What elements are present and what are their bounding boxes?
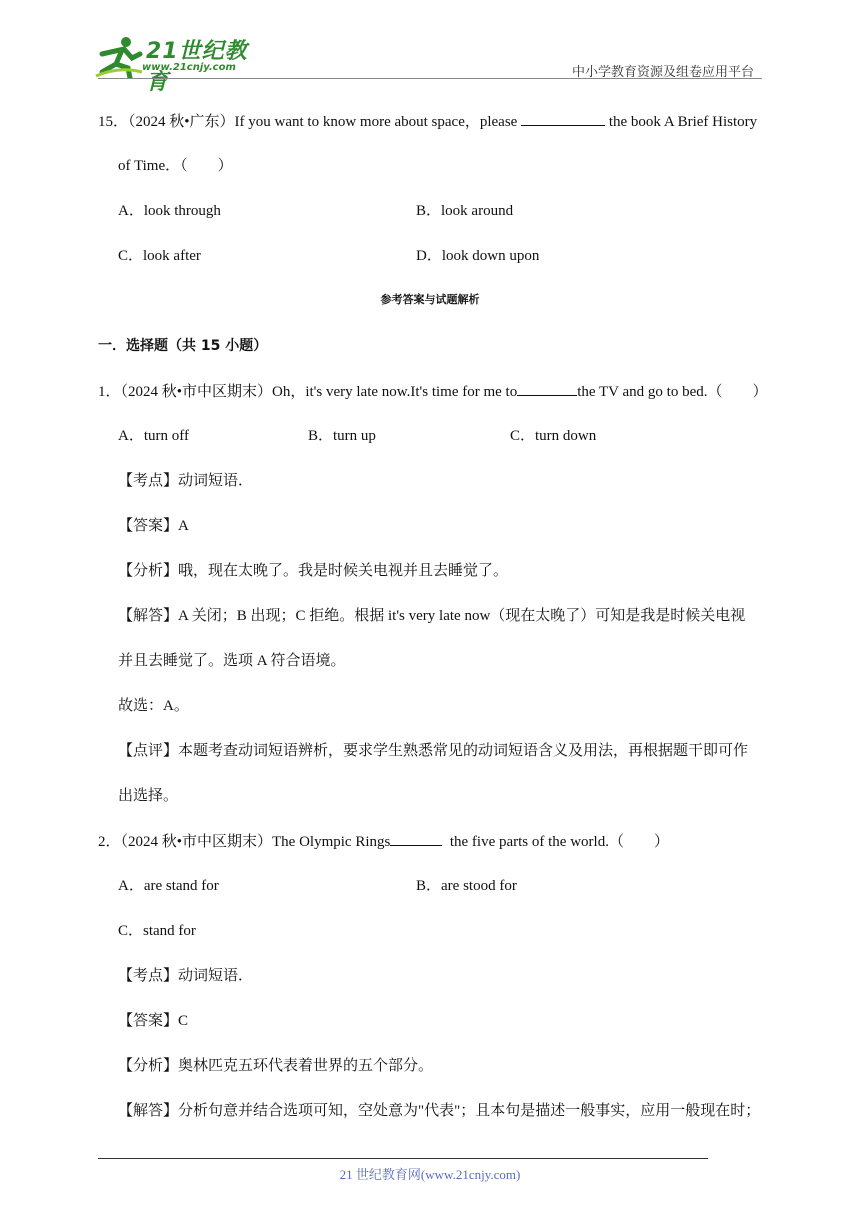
answers-title: 参考答案与试题解析: [380, 293, 480, 306]
q1-option-b: B．turn up: [308, 428, 376, 444]
q1-solution-line1: 【解答】A 关闭；B 出现；C 拒绝。根据 it's very late now（现在太晚了）可知是我是时候关电视: [118, 608, 746, 624]
q15-option-c: C．look after: [118, 248, 201, 264]
q2-prefix: 2．（2024 秋•市中区期末）The Olympic Rings: [98, 834, 391, 850]
q2-kaodian: 【考点】动词短语．: [118, 968, 254, 984]
q2-answer: 【答案】C: [118, 1013, 189, 1029]
header-platform-title: 中小学教育资源及组卷应用平台: [571, 65, 754, 80]
runner-icon: [94, 36, 144, 78]
q1-answer: 【答案】A: [118, 518, 189, 534]
section-title: 一．选择题（共 15 小题）: [98, 338, 268, 354]
q1-solution-line2: 并且去睡觉了。选项 A 符合语境。: [118, 653, 346, 669]
q2-option-a: A．are stand for: [118, 878, 219, 894]
q15-option-a: A．look through: [118, 203, 221, 219]
footer-link[interactable]: 21 世纪教育网(www.21cnjy.com): [339, 1167, 521, 1182]
q15-prefix: 15．（2024 秋•广东）If you want to know more about space，please: [98, 114, 518, 130]
q1-comment-line1: 【点评】本题考查动词短语辨析，要求学生熟悉常见的动词短语含义及用法，再根据题干即可作: [118, 743, 749, 759]
logo-url: www.21cnjy.com: [142, 62, 236, 73]
q1-option-a: A．turn off: [118, 428, 189, 444]
q1-stem: [98, 381, 767, 402]
q1-choice: 故选：A。: [118, 698, 189, 714]
q1-option-c: C．turn down: [510, 428, 597, 444]
q1-prefix: 1．（2024 秋•市中区期末）Oh，it's very late now.It's time for me to: [98, 384, 518, 400]
q2-solution-line1: 【解答】分析句意并结合选项可知，空处意为"代表"；且本句是描述一般事实，应用一般现在时；: [118, 1103, 761, 1119]
q1-comment-line2: 出选择。: [118, 788, 179, 804]
header-divider: [98, 78, 762, 79]
logo-text: 21世纪教育: [146, 39, 248, 95]
q15-option-b: B．look around: [416, 203, 514, 219]
q15-stem-line2: of Time．（ ）: [118, 158, 233, 174]
footer-divider: [98, 1158, 708, 1159]
q2-stem: [98, 831, 669, 852]
q2-blank: [390, 831, 442, 846]
q1-analysis: 【分析】哦，现在太晚了。我是时候关电视并且去睡觉了。: [118, 563, 509, 579]
site-logo[interactable]: [92, 34, 262, 95]
q15-stem-line1: [98, 111, 757, 132]
q2-option-c: C．stand for: [118, 923, 196, 939]
q15-option-d: D．look down upon: [416, 248, 540, 264]
q1-kaodian: 【考点】动词短语．: [118, 473, 254, 489]
q2-option-b: B．are stood for: [416, 878, 517, 894]
q2-suffix: the five parts of the world.（ ）: [449, 834, 669, 850]
q15-blank: [521, 111, 605, 126]
q1-blank: [517, 381, 577, 396]
q2-analysis: 【分析】奥林匹克五环代表着世界的五个部分。: [118, 1058, 434, 1074]
q1-suffix: the TV and go to bed.（ ）: [577, 384, 768, 400]
q15-suffix: the book A Brief History: [608, 114, 758, 130]
